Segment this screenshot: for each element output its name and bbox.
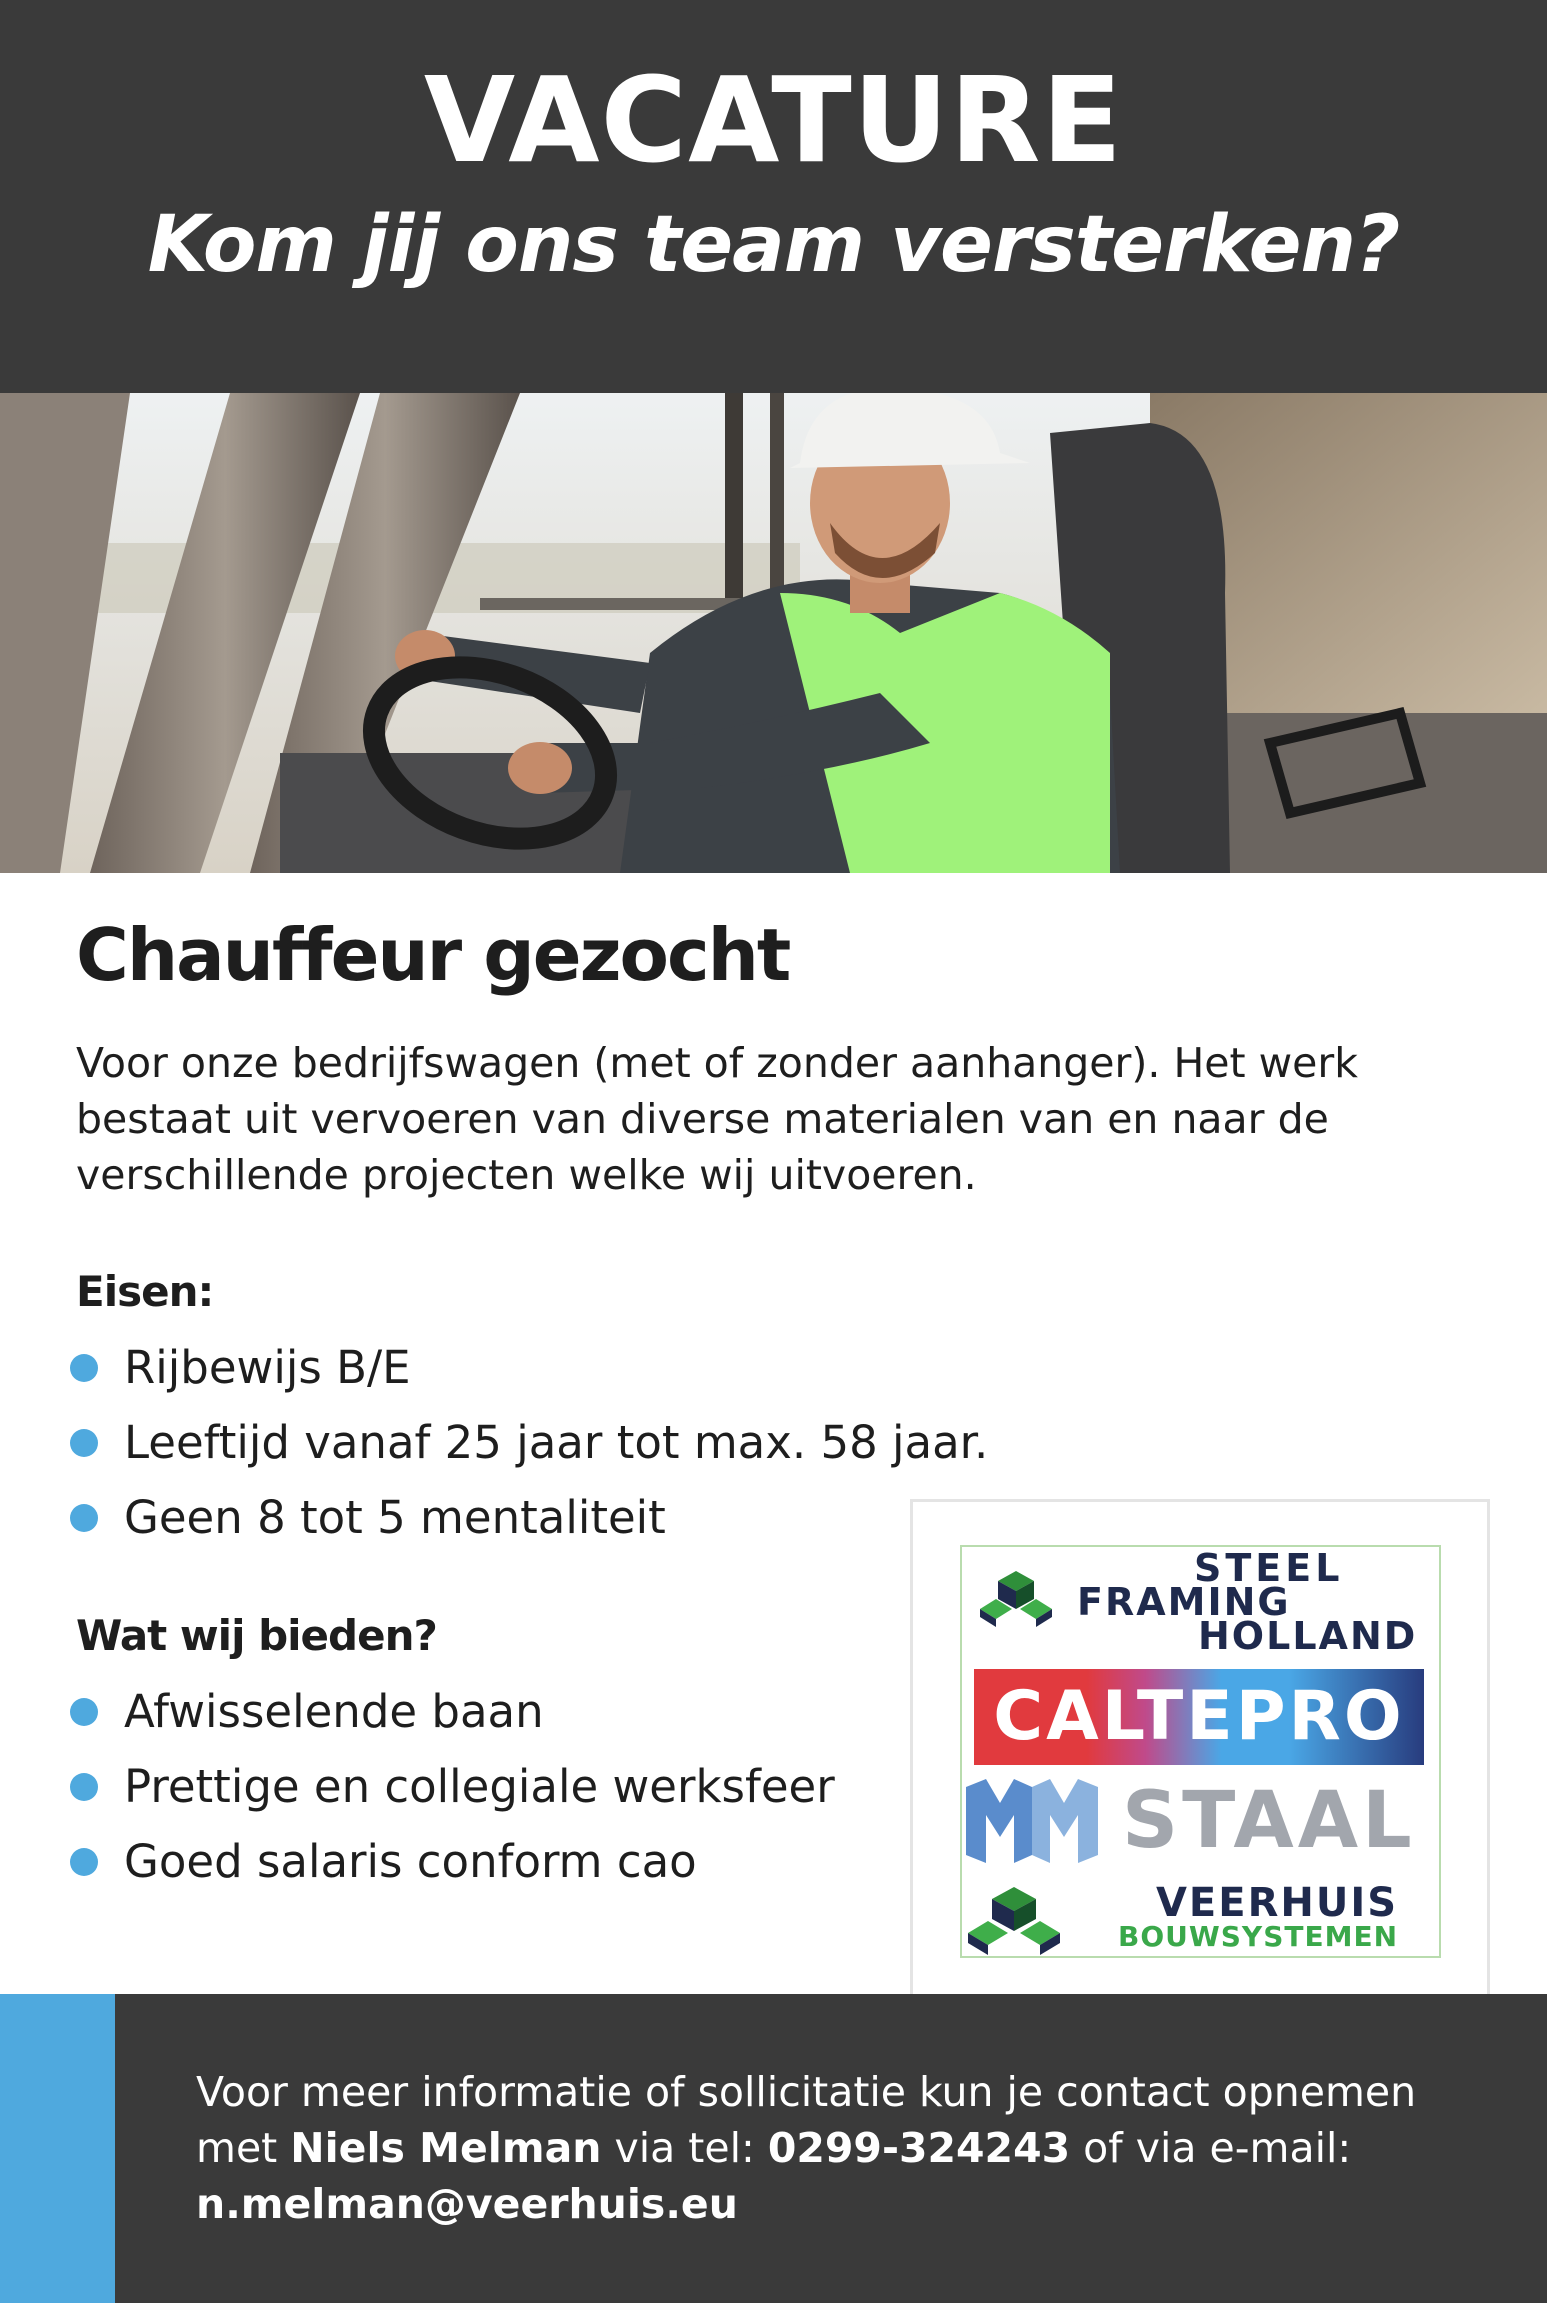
offer-heading: Wat wij bieden?	[76, 1611, 437, 1660]
list-item	[70, 1749, 835, 1824]
requirements-heading: Eisen:	[76, 1267, 214, 1316]
requirement-label: Geen 8 tot 5 mentaliteit	[124, 1491, 666, 1544]
header-banner	[0, 0, 1547, 393]
footer-accent-bar	[0, 1994, 115, 2303]
job-title: Chauffeur gezocht	[76, 913, 790, 997]
bullet-icon	[70, 1698, 98, 1726]
steel-framing-holland-logo-icon	[980, 1569, 1052, 1629]
contact-text-1: Voor meer informatie of sollicitatie kun je contact opnemen met	[196, 2068, 1417, 2172]
page-title: VACATURE	[423, 51, 1124, 189]
bullet-icon	[70, 1504, 98, 1532]
mm-staal-logo-icon	[966, 1779, 1098, 1863]
list-item	[70, 1824, 835, 1899]
veerhuis-logo-line2: BOUWSYSTEMEN	[1117, 1920, 1399, 1953]
offer-list	[70, 1674, 835, 1899]
company-logos	[960, 1545, 1441, 1958]
list-item	[70, 1480, 988, 1555]
sfh-line3: HOLLAND	[1198, 1614, 1418, 1658]
offer-label: Prettige en collegiale werksfeer	[124, 1760, 835, 1813]
contact-text-2: via tel:	[601, 2124, 768, 2172]
requirement-label: Leeftijd vanaf 25 jaar tot max. 58 jaar.	[124, 1416, 989, 1469]
offer-label: Goed salaris conform cao	[124, 1835, 697, 1888]
truck-driver-photo	[0, 393, 1547, 873]
list-item	[70, 1674, 835, 1749]
bullet-icon	[70, 1429, 98, 1457]
contact-text-3: of via e-mail:	[1070, 2124, 1352, 2172]
bullet-icon	[70, 1354, 98, 1382]
list-item	[70, 1405, 988, 1480]
requirement-label: Rijbewijs B/E	[124, 1341, 411, 1394]
requirements-list	[70, 1330, 988, 1555]
caltepro-logo: CALTEPRO	[993, 1677, 1405, 1756]
contact-name: Niels Melman	[290, 2124, 602, 2172]
company-logos-box	[910, 1499, 1490, 2034]
sfh-line2: FRAMING	[1077, 1580, 1291, 1624]
sfh-line1: STEEL	[1194, 1546, 1344, 1590]
contact-email: n.melman@veerhuis.eu	[196, 2180, 738, 2228]
contact-text	[196, 2064, 1496, 2232]
bullet-icon	[70, 1848, 98, 1876]
page-subtitle: Kom jij ons team versterken?	[147, 200, 1400, 290]
contact-phone: 0299-324243	[767, 2124, 1071, 2172]
staal-logo: STAAL	[1122, 1776, 1416, 1866]
bullet-icon	[70, 1773, 98, 1801]
photo-illustration	[0, 393, 1547, 873]
job-intro: Voor onze bedrijfswagen (met of zonder aanhanger). Het werk bestaat uit vervoeren van diverse materialen van en naar de verschillende projecten welke wij uitvoeren.	[76, 1039, 1358, 1199]
list-item	[70, 1330, 988, 1405]
veerhuis-logo-icon	[966, 1885, 1062, 1957]
veerhuis-logo-line1: VEERHUIS	[1155, 1880, 1399, 1926]
contact-footer	[0, 1994, 1547, 2303]
offer-label: Afwisselende baan	[124, 1685, 544, 1738]
